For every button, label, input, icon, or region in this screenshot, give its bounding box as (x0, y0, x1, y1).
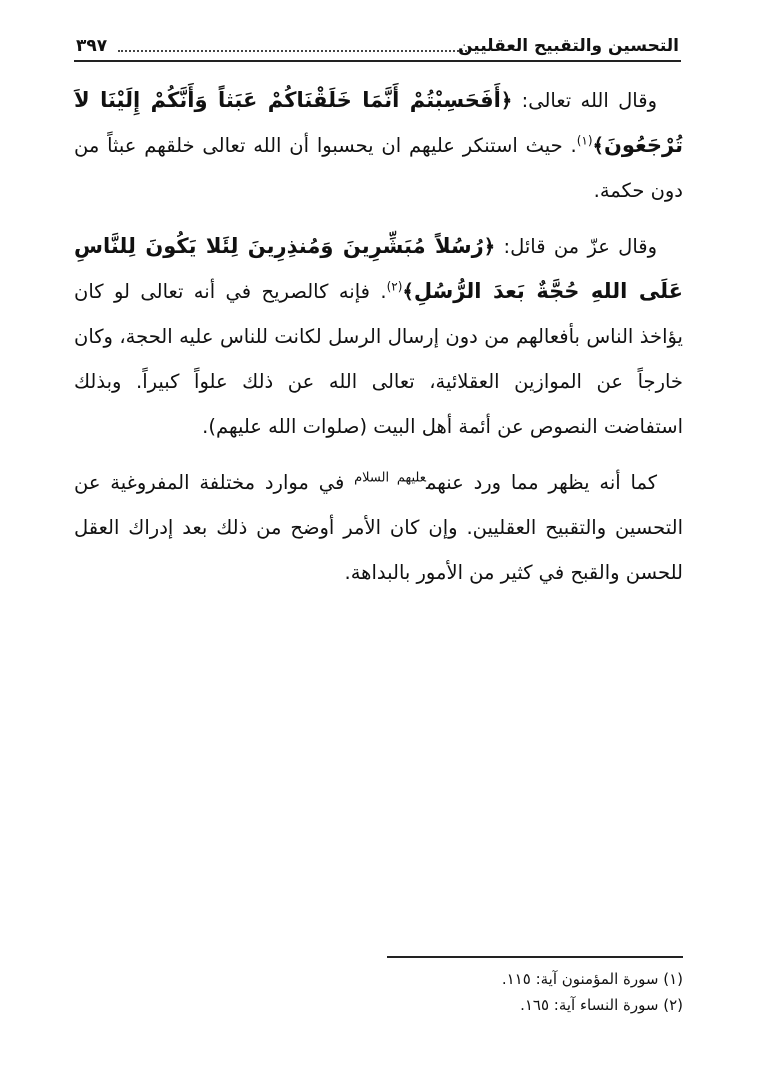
running-title: التحسين والتقبيح العقليين (457, 36, 679, 56)
footnote-1: (١) سورة المؤمنون آية: ١١٥. (501, 970, 683, 988)
paragraph-3-lead: كما أنه يظهر مما ورد عنهم (425, 471, 658, 494)
footnotes (83, 966, 683, 1018)
page-header (74, 30, 681, 62)
footnote-ref-1[interactable]: (١) (576, 133, 593, 148)
quran-verse-2: رُسُلاً مُبَشِّرِينَ وَمُنذِرِينَ لِئَلا يَكُونَ لِلنَّاسِ عَلَى اللهِ حُجَّةٌ بَعدَ الرُّسُلِ (74, 234, 683, 303)
verse-close-bracket: ﴾ (402, 280, 414, 303)
header-dot-leader (118, 50, 471, 52)
paragraph-1-text: . حيث استنكر عليهم ان يحسبوا أن الله تعالى خلقهم عبثاً من دون حكمة. (74, 134, 683, 202)
verse-close-bracket: ﴾ (592, 134, 604, 157)
page-number: ٣٩٧ (76, 36, 108, 56)
footnote-2: (٢) سورة النساء آية: ١٦٥. (520, 996, 683, 1014)
paragraph-2-intro: وقال عزّ من قائل: (503, 235, 658, 258)
main-text (74, 78, 683, 606)
footnote-separator (387, 956, 683, 958)
footnote-ref-2[interactable]: (٢) (386, 279, 403, 294)
paragraph-2-text: . فإنه كالصريح في أنه تعالى لو كان يؤاخذ الناس بأفعالهم من دون إرسال الرسل لكانت للناس عليه الحجة، وكان خارجاً عن الموازين العقلائية، تعالى الله عن ذلك علواً كبيراً. وبذلك استفاضت النصوص عن أئمة أهل البيت (صلوات الله عليهم). (74, 280, 683, 438)
paragraph-3-text: في موارد مختلفة المفروغية عن التحسين والتقبيح العقليين. وإن كان الأمر أوضح من ذلك بعد إدراك العقل للحسن والقبح في كثير من الأمور بالبداهة. (74, 471, 683, 584)
paragraph-1 (74, 78, 683, 213)
verse-open-bracket: ﴿ (483, 235, 496, 258)
paragraph-2 (74, 224, 683, 449)
quran-verse-1: أَفَحَسِبْتُمْ أَنَّمَا خَلَقْنَاكُمْ عَبَثاً وَأَنَّكُمْ إِلَيْنَا لاَ تُرْجَعُونَ (74, 88, 683, 157)
paragraph-1-intro: وقال الله تعالى: (521, 89, 657, 112)
honorific-glyph: عليهم السلام (354, 470, 426, 486)
verse-open-bracket: ﴿ (500, 89, 513, 112)
paragraph-3 (74, 460, 683, 595)
